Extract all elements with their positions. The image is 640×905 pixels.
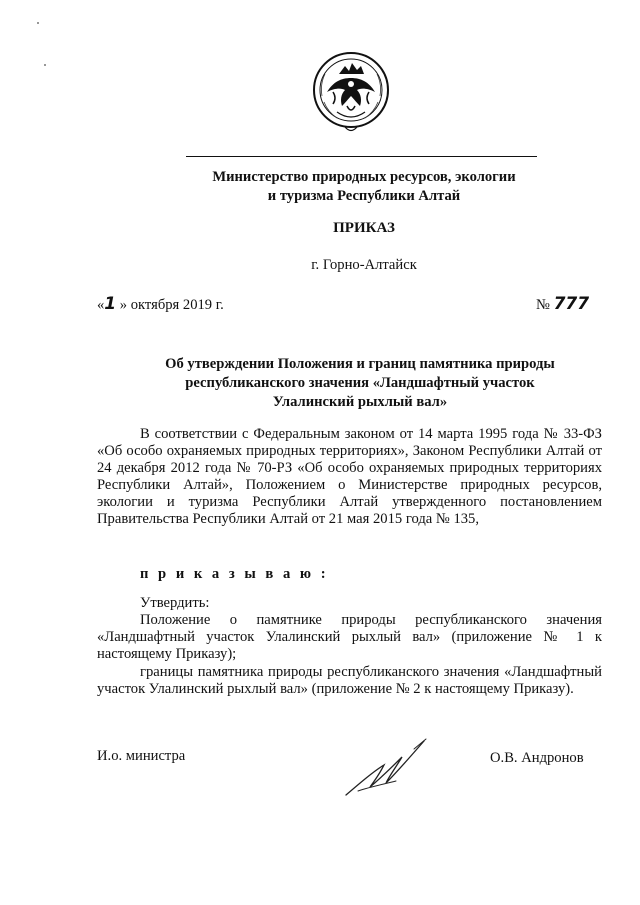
ministry-line-2: и туризма Республики Алтай [267, 188, 461, 204]
ministry-name [150, 168, 578, 206]
date-day-handwritten: 1 [104, 294, 117, 314]
scan-speck [37, 22, 39, 24]
order-number [536, 294, 589, 314]
order-subject [120, 355, 600, 412]
scan-speck [44, 64, 46, 66]
signatory-name: О.В. Андронов [490, 750, 584, 766]
header-rule [186, 156, 537, 157]
number-prefix: № [536, 297, 554, 313]
approve-item-2: границы памятника природы республиканского значения «Ландшафтный участок Улалинский рыхлый вал» (приложение № 2 к настоящему Приказу). [97, 664, 602, 697]
city: г. Горно-Алтайск [311, 257, 417, 273]
date-open-quote: « [97, 297, 105, 313]
date-rest: » октября 2019 г. [116, 297, 224, 313]
approve-label: Утвердить: [140, 595, 210, 611]
order-date [97, 294, 224, 314]
signatory-position: И.о. министра [97, 748, 186, 764]
subject-line-1: Об утверждении Положения и границ памятника природы [165, 356, 555, 372]
subject-line-2: республиканского значения «Ландшафтный участок [185, 375, 535, 391]
coat-of-arms-icon [311, 48, 391, 136]
ministry-line-1: Министерство природных ресурсов, экологии [212, 169, 516, 185]
signature-icon [340, 735, 430, 800]
decree-word: п р и к а з ы в а ю : [140, 566, 329, 582]
order-title: ПРИКАЗ [333, 220, 395, 236]
number-handwritten: 777 [553, 294, 590, 314]
subject-line-3: Улалинский рыхлый вал» [272, 394, 448, 410]
approve-item-1: Положение о памятнике природы республиканского значения «Ландшафтный участок Улалинский рыхлый вал» (приложение № 1 к настоящему Приказу); [97, 612, 602, 662]
preamble-paragraph: В соответствии с Федеральным законом от 14 марта 1995 года № 33-ФЗ «Об особо охраняемых природных территориях», Законом Республики Алтай от 24 декабря 2012 года № 70-РЗ «Об особо охраняемых природных территориях Республики Алтай», Положением о Министерстве природных ресурсов, экологии и туризма Республики Алтай утвержденного постановлением Правительства Республики Алтай от 21 мая 2015 года № 135, [97, 426, 602, 527]
